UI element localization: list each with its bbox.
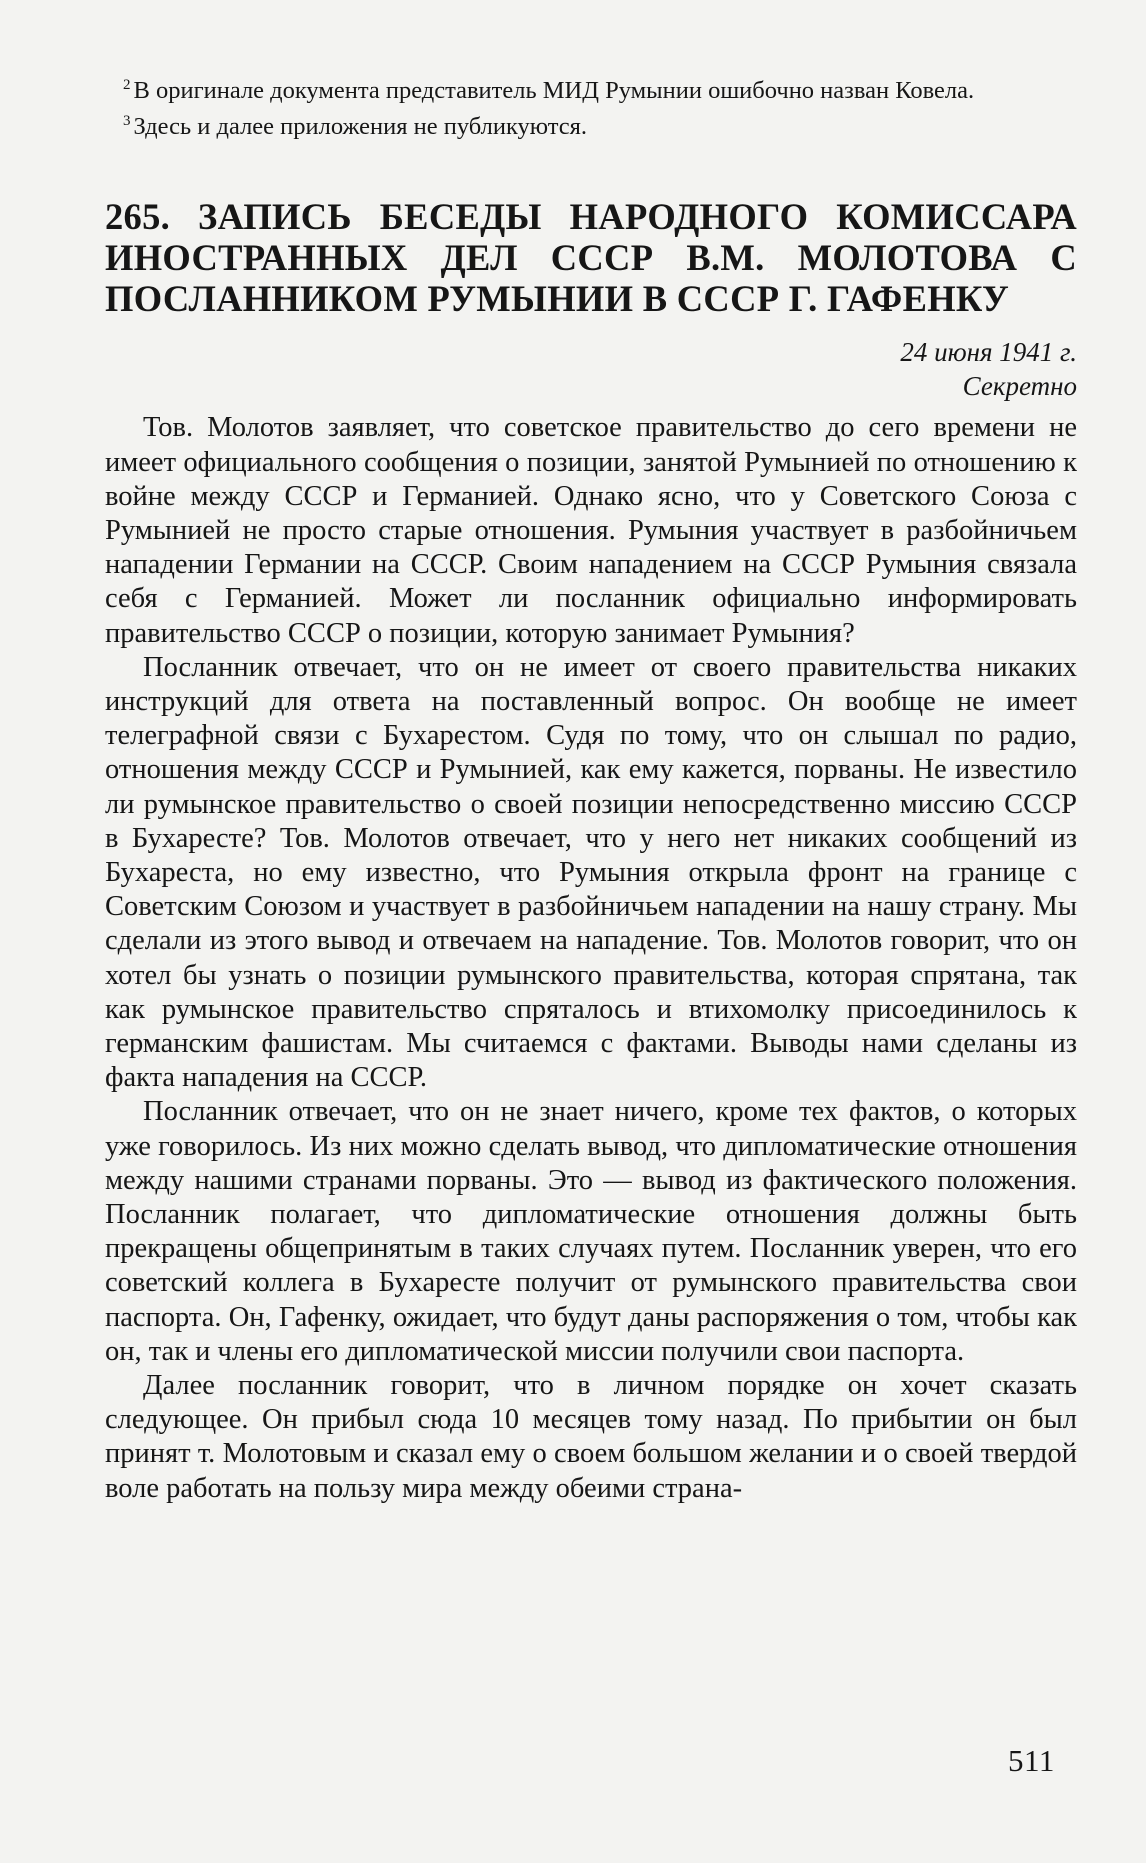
footnote-text: В оригинале документа представитель МИД Румынии ошибочно назван Ковела. bbox=[133, 77, 975, 105]
paragraph: Тов. Молотов заявляет, что советское правительство до сего времени не имеет официального сообщения о позиции, занятой Румынией по отношению к войне между СССР и Германией. Однако ясно, что у Советского Союза с Румынией не просто старые отношения. Румыния участвует в разбойничьем нападении Германии на СССР. Своим нападением на СССР Румыния связала себя с Германией. Может ли посланник официально информировать правительство СССР о позиции, которую занимает Румыния? bbox=[105, 412, 1077, 649]
footnotes bbox=[105, 70, 1077, 142]
document-meta bbox=[105, 335, 1077, 403]
footnote-marker: 3 bbox=[123, 113, 131, 130]
document-body bbox=[105, 411, 1077, 1506]
book-page bbox=[105, 70, 1077, 1506]
page-number: 511 bbox=[1008, 1743, 1055, 1778]
footnote bbox=[105, 106, 1077, 142]
document-classification: Секретно bbox=[962, 371, 1077, 402]
footnote-text: Здесь и далее приложения не публикуются. bbox=[133, 113, 588, 141]
document-heading: 265. ЗАПИСЬ БЕСЕДЫ НАРОДНОГО КОМИССАРА ИНОСТРАННЫХ ДЕЛ СССР В.М. МОЛОТОВА С ПОСЛАННИКОМ РУМЫНИИ В СССР Г. ГАФЕНКУ bbox=[105, 196, 1077, 320]
footnote-marker: 2 bbox=[123, 77, 131, 93]
document-date: 24 июня 1941 г. bbox=[900, 337, 1077, 368]
footnote bbox=[105, 70, 1077, 106]
paragraph: Посланник отвечает, что он не знает ничего, кроме тех фактов, о которых уже говорилось. Из них можно сделать вывод, что дипломатические отношения между нашими странами порваны. Это — вывод из фактического положения. Посланник полагает, что дипломатические отношения должны быть прекращены общепринятым в таких случаях путем. Посланник уверен, что его советский коллега в Бухаресте получит от румынского правительства свои паспорта. Он, Гафенку, ожидает, что будут даны распоряжения о том, чтобы как он, так и члены его дипломатической миссии получили свои паспорта. bbox=[105, 1096, 1077, 1367]
paragraph: Далее посланник говорит, что в личном порядке он хочет сказать следующее. Он прибыл сюда 10 месяцев тому назад. По прибытии он был принят т. Молотовым и сказал ему о своем большом желании и о своей твердой воле работать на пользу мира между обеими страна- bbox=[105, 1370, 1077, 1504]
paragraph: Посланник отвечает, что он не имеет от своего правительства никаких инструкций для ответа на поставленный вопрос. Он вообще не имеет телеграфной связи с Бухарестом. Судя по тому, что он слышал по радио, отношения между СССР и Румынией, как ему кажется, порваны. Не известило ли румынское правительство о своей позиции непосредственно миссию СССР в Бухаресте? Тов. Молотов отвечает, что у него нет никаких сообщений из Бухареста, но ему известно, что Румыния открыла фронт на границе с Советским Союзом и участвует в разбойничьем нападении на нашу страну. Мы сделали из этого вывод и отвечаем на нападение. Тов. Молотов говорит, что он хотел бы узнать о позиции румынского правительства, которая спрятана, так как румынское правительство спряталось и втихомолку присоединилось к германским фашистам. Мы считаемся с фактами. Выводы нами сделаны из факта нападения на СССР. bbox=[105, 651, 1077, 1094]
